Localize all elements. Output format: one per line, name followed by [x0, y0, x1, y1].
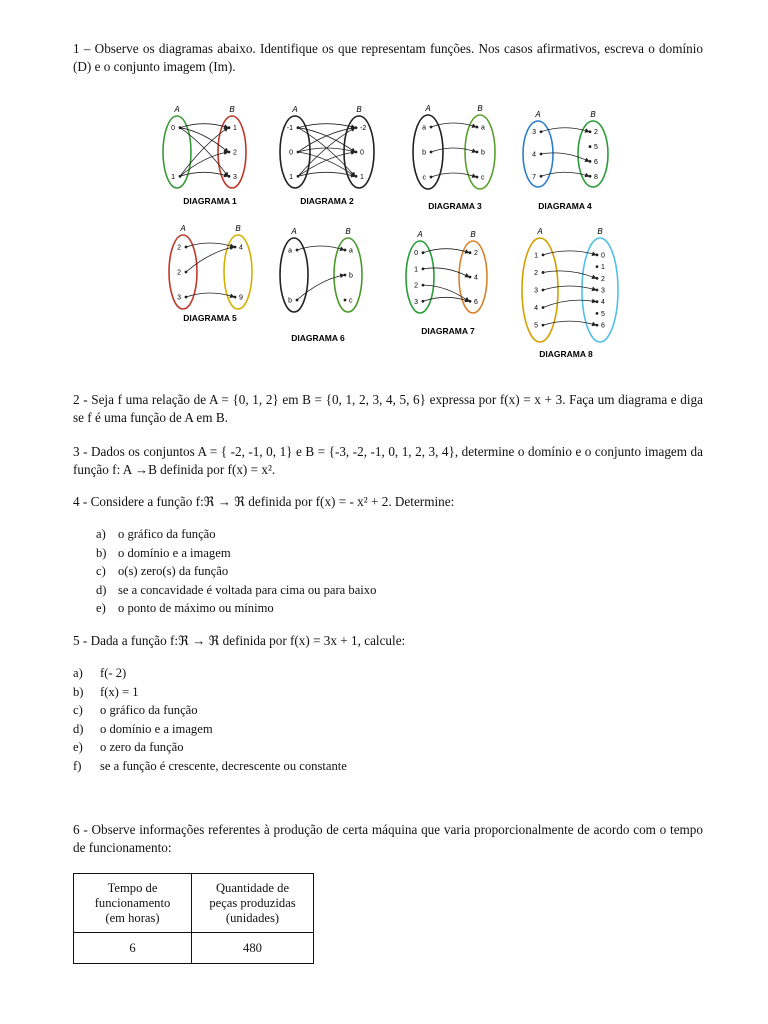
q5-item-b: [73, 683, 693, 702]
set-a-ellipse: [413, 115, 443, 189]
set-b-label: B: [356, 105, 362, 114]
element-dot: [430, 126, 433, 129]
element-dot: [234, 246, 237, 249]
element-dot: [596, 324, 599, 327]
question-5-list: [73, 664, 693, 775]
diagram-3: [413, 104, 495, 211]
item-text: o domínio e a imagem: [118, 545, 231, 560]
element-dot: [589, 145, 592, 148]
element-dot: [469, 276, 472, 279]
item-label: e): [96, 601, 106, 615]
item-label: d): [96, 582, 107, 597]
set-a-element: c: [422, 174, 426, 182]
set-a-element: 1: [534, 252, 538, 260]
item-text: o gráfico da função: [118, 527, 216, 541]
set-a-element: 3: [177, 294, 181, 302]
element-dot: [344, 299, 347, 302]
set-b-element: -2: [360, 125, 367, 133]
element-dot: [589, 160, 592, 163]
element-dot: [179, 126, 182, 129]
set-a-ellipse: [280, 238, 308, 312]
set-a-ellipse: [163, 116, 191, 188]
set-b-ellipse: [465, 115, 495, 189]
diagram-caption: DIAGRAMA 1: [183, 196, 237, 206]
mapping-arrow: [298, 148, 355, 152]
q4-item-e: [96, 599, 696, 618]
production-table: [73, 873, 314, 964]
set-a-element: 2: [414, 282, 418, 290]
element-dot: [542, 271, 545, 274]
set-b-ellipse: [218, 116, 246, 188]
element-dot: [542, 306, 545, 309]
item-label: f): [73, 758, 82, 773]
item-label: a): [73, 666, 83, 680]
q5-item-f: [73, 757, 693, 776]
element-dot: [422, 300, 425, 303]
diagram-caption: DIAGRAMA 4: [538, 201, 592, 211]
set-a-element: 4: [534, 305, 538, 313]
set-b-element: 6: [601, 322, 605, 330]
element-dot: [476, 176, 479, 179]
set-a-element: 1: [171, 173, 175, 181]
set-b-element: a: [481, 124, 485, 132]
q5-item-d: [73, 720, 693, 739]
item-label: c): [96, 564, 106, 578]
diagram-4: [523, 110, 608, 211]
diagram-caption: DIAGRAMA 6: [291, 333, 345, 343]
diagram-8: [522, 227, 618, 359]
set-a-element: 2: [534, 269, 538, 277]
element-dot: [540, 130, 543, 133]
item-text: o(s) zero(s) da função: [118, 564, 229, 578]
element-dot: [469, 251, 472, 254]
element-dot: [542, 254, 545, 257]
diagram-1: [163, 105, 246, 206]
question-2-text: 2 - Seja f uma relação de A = {0, 1, 2} em B = {0, 1, 2, 3, 4, 5, 6} expressa por f(x) = x + 3. Faça um diagrama e diga se f é uma função de A em B.: [73, 392, 703, 425]
set-a-ellipse: [522, 238, 558, 342]
mapping-arrow: [431, 148, 476, 152]
set-b-element: 2: [474, 250, 478, 258]
set-b-label: B: [345, 227, 351, 236]
question-4-text: 4 - Considere a função f:ℜ → ℜ definida por f(x) = - x² + 2. Determine:: [73, 494, 455, 509]
set-b-element: 0: [601, 252, 605, 260]
element-dot: [228, 126, 231, 129]
element-dot: [540, 175, 543, 178]
set-a-element: 2: [177, 244, 181, 252]
element-dot: [430, 176, 433, 179]
set-b-element: 1: [601, 264, 605, 272]
set-b-element: a: [349, 247, 353, 255]
q5-item-c: [73, 701, 693, 720]
set-a-element: 1: [414, 266, 418, 274]
set-b-element: 3: [233, 173, 237, 181]
mapping-arrow: [543, 286, 596, 290]
element-dot: [185, 246, 188, 249]
item-text: o zero da função: [100, 740, 184, 754]
mapping-arrow: [543, 300, 596, 307]
set-a-label: A: [174, 105, 180, 114]
q5-item-a: [73, 664, 693, 683]
set-a-element: 0: [414, 250, 418, 258]
set-a-label: A: [537, 227, 543, 236]
set-a-element: 0: [171, 125, 175, 133]
element-dot: [422, 251, 425, 254]
set-b-label: B: [590, 110, 596, 119]
set-b-element: c: [481, 174, 485, 182]
mapping-arrow: [423, 268, 469, 277]
table-header-row: [74, 874, 314, 933]
set-a-element: b: [288, 297, 292, 305]
element-dot: [476, 126, 479, 129]
mapping-arrow: [541, 153, 589, 162]
item-text: o domínio e a imagem: [100, 721, 213, 736]
q5-item-e: [73, 738, 693, 757]
table-cell: 6: [74, 933, 192, 964]
set-a-element: 7: [532, 173, 536, 181]
set-a-ellipse: [169, 235, 197, 309]
set-b-element: 0: [360, 149, 364, 157]
diagram-caption: DIAGRAMA 3: [428, 201, 482, 211]
item-label: e): [73, 740, 83, 754]
diagram-caption: DIAGRAMA 2: [300, 196, 354, 206]
item-text: o gráfico da função: [100, 703, 198, 717]
set-a-element: 3: [414, 298, 418, 306]
mapping-arrow: [543, 271, 596, 278]
set-b-element: 1: [233, 125, 237, 133]
set-b-ellipse: [344, 116, 374, 188]
diagram-5: [169, 224, 252, 323]
element-dot: [297, 175, 300, 178]
q4-item-d: [96, 581, 696, 600]
element-dot: [422, 284, 425, 287]
question-4-list: [96, 525, 696, 618]
element-dot: [228, 175, 231, 178]
set-a-element: 5: [534, 322, 538, 330]
element-dot: [422, 268, 425, 271]
set-b-label: B: [470, 230, 476, 239]
set-a-element: 2: [177, 269, 181, 277]
set-a-element: 4: [532, 151, 536, 159]
element-dot: [228, 151, 231, 154]
mapping-arrow: [180, 128, 228, 177]
set-a-element: a: [288, 247, 292, 255]
element-dot: [297, 126, 300, 129]
set-b-ellipse: [582, 238, 618, 342]
set-b-element: c: [349, 297, 353, 305]
set-b-element: 5: [594, 144, 598, 152]
set-b-element: 2: [233, 149, 237, 157]
set-b-element: 6: [594, 158, 598, 166]
table-header-cell: Quantidade de peças produzidas (unidades): [192, 874, 314, 933]
element-dot: [430, 151, 433, 154]
set-b-ellipse: [334, 238, 362, 312]
set-b-element: 3: [601, 287, 605, 295]
element-dot: [540, 153, 543, 156]
set-b-element: 2: [601, 275, 605, 283]
element-dot: [596, 312, 599, 315]
set-b-element: 5: [601, 310, 605, 318]
set-b-element: 4: [474, 274, 478, 282]
element-dot: [476, 151, 479, 154]
element-dot: [469, 300, 472, 303]
element-dot: [596, 300, 599, 303]
set-b-label: B: [597, 227, 603, 236]
question-1-text: 1 – Observe os diagramas abaixo. Identifique os que representam funções. Nos casos afirmativos, escreva o domínio (D) e o conjunto imagem (Im).: [73, 41, 703, 74]
item-label: c): [73, 703, 83, 717]
element-dot: [296, 249, 299, 252]
item-text: f(- 2): [100, 666, 127, 680]
set-b-element: 2: [594, 129, 598, 137]
element-dot: [355, 175, 358, 178]
element-dot: [344, 249, 347, 252]
element-dot: [596, 289, 599, 292]
diagram-7: [406, 230, 487, 336]
q4-item-a: [96, 525, 696, 544]
element-dot: [589, 175, 592, 178]
set-b-ellipse: [459, 241, 487, 313]
mapping-arrow: [543, 321, 596, 325]
set-a-element: 3: [534, 287, 538, 295]
element-dot: [344, 274, 347, 277]
mapping-arrow: [180, 128, 228, 177]
set-b-label: B: [229, 105, 235, 114]
element-dot: [596, 254, 599, 257]
element-dot: [185, 271, 188, 274]
set-a-ellipse: [280, 116, 310, 188]
set-b-label: B: [477, 104, 483, 113]
item-label: b): [73, 684, 84, 699]
q4-item-b: [96, 544, 696, 563]
set-a-label: A: [425, 104, 431, 113]
element-dot: [542, 289, 545, 292]
set-b-element: 6: [474, 298, 478, 306]
set-a-label: A: [291, 227, 297, 236]
set-b-element: 8: [594, 173, 598, 181]
item-label: d): [73, 721, 84, 736]
set-b-ellipse: [578, 121, 608, 187]
element-dot: [234, 296, 237, 299]
diagram-caption: DIAGRAMA 8: [539, 349, 593, 359]
question-6-text: 6 - Observe informações referentes à produção de certa máquina que varia proporcionalmente de acordo com o tempo de funcionamento:: [73, 822, 703, 855]
set-b-element: 4: [601, 299, 605, 307]
set-a-element: 3: [532, 129, 536, 137]
element-dot: [185, 296, 188, 299]
element-dot: [596, 277, 599, 280]
item-text: se a função é crescente, decrescente ou constante: [100, 758, 347, 773]
set-a-element: 0: [289, 149, 293, 157]
set-a-ellipse: [406, 241, 434, 313]
element-dot: [179, 175, 182, 178]
element-dot: [589, 130, 592, 133]
item-label: b): [96, 545, 107, 560]
element-dot: [296, 299, 299, 302]
set-a-element: -1: [286, 125, 293, 133]
question-3-text: 3 - Dados os conjuntos A = { -2, -1, 0, 1} e B = {-3, -2, -1, 0, 1, 2, 3, 4}, determine o domínio e o conjunto imagem da função f: A →B definida por f(x) = x².: [73, 444, 703, 477]
item-text: o ponto de máximo ou mínimo: [118, 601, 274, 615]
set-a-label: A: [180, 224, 186, 233]
item-text: se a concavidade é voltada para cima ou para baixo: [118, 582, 377, 597]
item-label: a): [96, 527, 106, 541]
table-header-cell: Tempo de funcionamento (em horas): [74, 874, 192, 933]
set-a-label: A: [535, 110, 541, 119]
set-a-element: a: [422, 124, 426, 132]
set-a-label: A: [292, 105, 298, 114]
set-a-element: 1: [289, 173, 293, 181]
element-dot: [542, 324, 545, 327]
set-b-element: b: [481, 149, 485, 157]
set-a-label: A: [417, 230, 423, 239]
q4-item-c: [96, 562, 696, 581]
set-a-ellipse: [523, 121, 553, 187]
diagrams-figure: [0, 0, 768, 370]
set-a-element: b: [422, 149, 426, 157]
diagram-2: [280, 105, 374, 206]
element-dot: [355, 126, 358, 129]
question-5-text: 5 - Dada a função f:ℜ → ℜ definida por f(x) = 3x + 1, calcule:: [73, 633, 406, 648]
element-dot: [297, 151, 300, 154]
diagram-6: [280, 227, 362, 343]
item-text: f(x) = 1: [100, 684, 139, 699]
diagram-caption: DIAGRAMA 5: [183, 313, 237, 323]
element-dot: [596, 265, 599, 268]
set-b-element: 9: [239, 294, 243, 302]
set-b-label: B: [235, 224, 241, 233]
table-row: [74, 933, 314, 964]
set-b-element: 4: [239, 244, 243, 252]
set-b-ellipse: [224, 235, 252, 309]
diagram-caption: DIAGRAMA 7: [421, 326, 475, 336]
table-cell: 480: [192, 933, 314, 964]
set-b-element: b: [349, 272, 353, 280]
set-b-element: 1: [360, 173, 364, 181]
element-dot: [355, 151, 358, 154]
